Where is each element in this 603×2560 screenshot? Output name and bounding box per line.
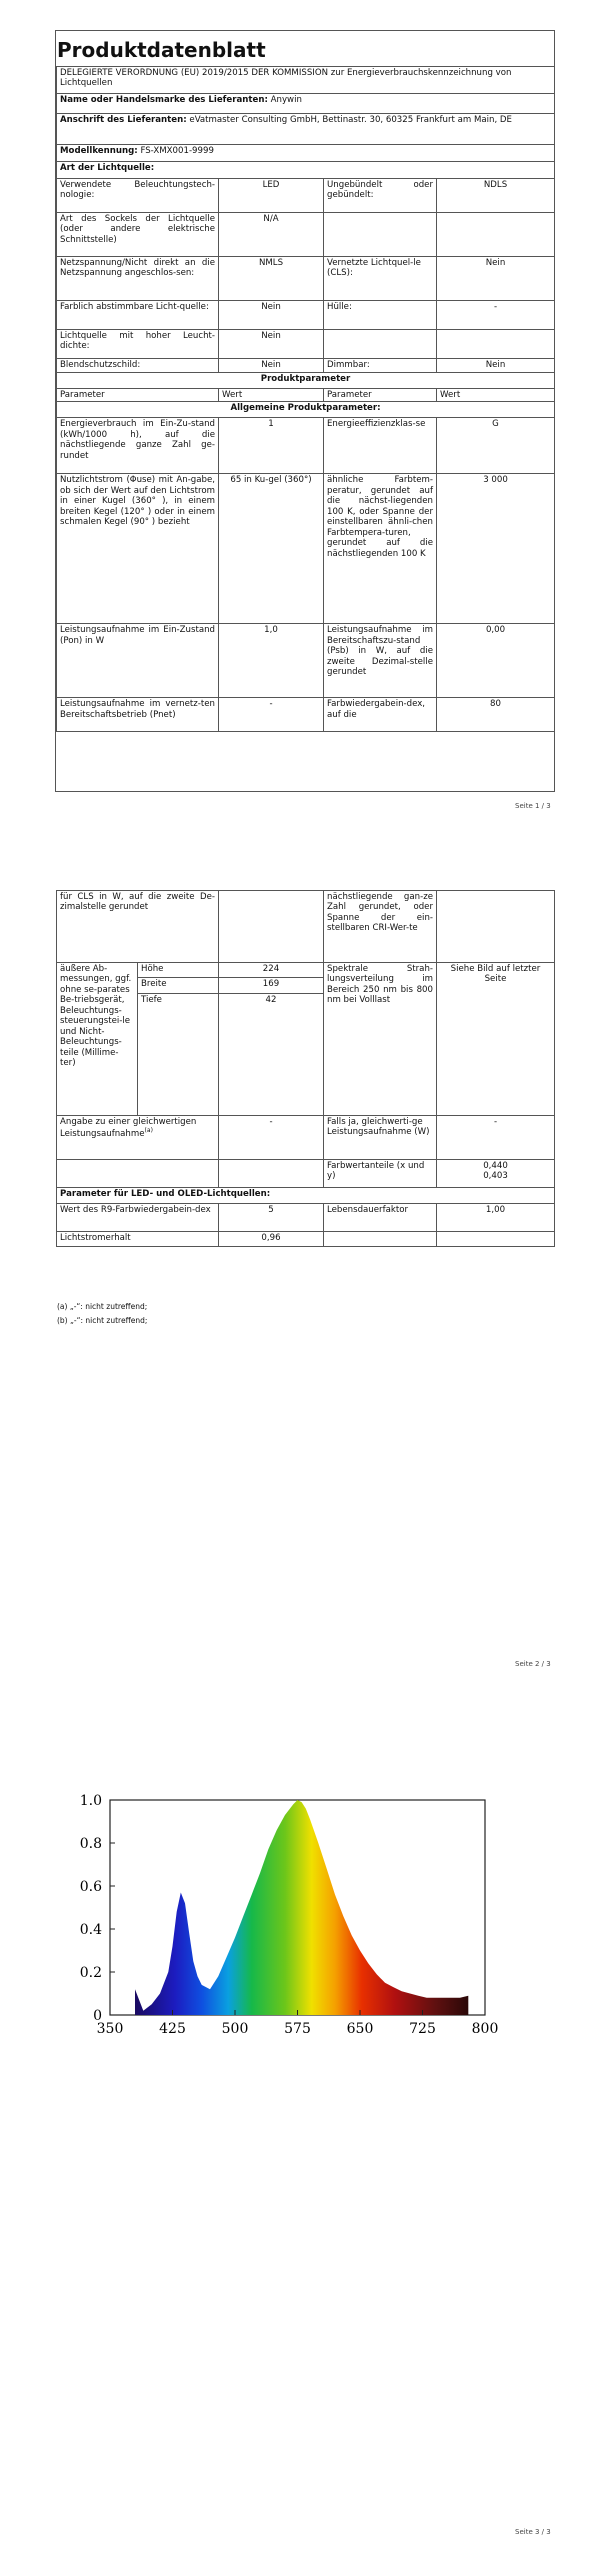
- y-tick-label: 0.8: [79, 1836, 102, 1852]
- type-label: Blendschutzschild:: [57, 359, 219, 373]
- x-tick-label: 800: [471, 2021, 499, 2037]
- life-value: 1,00: [437, 1204, 555, 1232]
- type-value-2: Nein: [437, 359, 555, 373]
- dimension-value: 169: [219, 978, 324, 993]
- x-tick-label: 425: [159, 2021, 186, 2037]
- type-label-2: [324, 213, 437, 257]
- param-row: [57, 418, 555, 474]
- param-value: 1,0: [219, 624, 324, 698]
- param-label-2: nächstliegende gan-ze Zahl gerundet, oder Spanne der ein-stellbaren CRI-Wer-te: [324, 891, 437, 963]
- x-tick-label: 725: [409, 2021, 436, 2037]
- dimension-value: 224: [219, 963, 324, 978]
- param-label-2: Energieeffizienzklas-se: [324, 418, 437, 474]
- equiv-label: Angabe zu einer gleichwertigen Leistungsaufnahme: [60, 1117, 197, 1140]
- spectral-value: Siehe Bild auf letzter Seite: [437, 963, 555, 1116]
- page-title: Produktdatenblatt: [57, 38, 266, 62]
- type-label: Farblich abstimmbare Licht-quelle:: [57, 301, 219, 330]
- supplier-address-row: [57, 114, 555, 145]
- x-tick-label: 350: [96, 2021, 124, 2037]
- type-label: Netzspannung/Nicht direkt an die Netzspannung angeschlos-sen:: [57, 257, 219, 301]
- type-label-2: Vernetzte Lichtquel-le (CLS):: [324, 257, 437, 301]
- param-value: 65 in Ku-gel (360°): [219, 474, 324, 624]
- page-2: [0, 870, 603, 1700]
- type-row: [57, 257, 555, 301]
- param-value-2: 3 000: [437, 474, 555, 624]
- y-tick-label: 0.4: [79, 1922, 102, 1938]
- footnote-a: (a) „-“: nicht zutreffend;: [57, 1302, 148, 1311]
- footnote-b: (b) „-“: nicht zutreffend;: [57, 1316, 148, 1325]
- param-value: 1: [219, 418, 324, 474]
- param-label-2: ähnliche Farbtem-peratur, gerundet auf die nächst-liegenden 100 K, oder Spanne der einstellbaren ähnli-chen Farbtempera-turen, gerundet auf die nächstliegenden 100 K: [324, 474, 437, 624]
- col-header: Parameter: [324, 389, 437, 402]
- led-params-header: Parameter für LED- und OLED-Lichtquellen:: [57, 1188, 555, 1204]
- datasheet-table-wrap-2: [56, 890, 555, 1247]
- dimension-name: Breite: [138, 978, 219, 993]
- column-header-row: [57, 389, 555, 402]
- type-value: Nein: [219, 359, 324, 373]
- param-label-2: Farbwiedergabein-dex, auf die: [324, 698, 437, 732]
- type-value: N/A: [219, 213, 324, 257]
- param-value-2: G: [437, 418, 555, 474]
- chroma-values: [437, 1160, 555, 1188]
- type-row: [57, 179, 555, 213]
- r9-label: Wert des R9-Farbwiedergabein-dex: [57, 1204, 219, 1232]
- model-id: FS-XMX001-9999: [140, 146, 214, 156]
- equiv-label-cell: [57, 1116, 219, 1160]
- dimension-name: Höhe: [138, 963, 219, 978]
- param-row: [57, 1204, 555, 1232]
- param-row: [57, 1232, 555, 1247]
- datasheet-table-2: [56, 890, 555, 1247]
- param-label: Leistungsaufnahme im Ein-Zustand (Pon) in W: [57, 624, 219, 698]
- regulation-text: DELEGIERTE VERORDNUNG (EU) 2019/2015 DER KOMMISSION zur Energieverbrauchskennzeichnung von Lichtquellen: [57, 67, 555, 94]
- page-1: [0, 0, 603, 840]
- type-value: Nein: [219, 330, 324, 359]
- param-label: Energieverbrauch im Ein-Zu-stand (kWh/1000 h), auf die nächstliegende ganze Zahl ge-rundet: [57, 418, 219, 474]
- type-row: [57, 213, 555, 257]
- product-params-header: Produktparameter: [57, 373, 555, 389]
- page-3: [0, 1740, 603, 2560]
- param-value: -: [219, 698, 324, 732]
- type-value: LED: [219, 179, 324, 213]
- model-label: Modellkennung:: [60, 146, 138, 156]
- dimensions-label: äußere Ab-messungen, ggf. ohne se-parates Be-triebsgerät, Beleuchtungs-steuerungstei-le und Nicht-Beleuchtungs-teile (Millime-ter): [57, 963, 138, 1116]
- supplier-address: eVatmaster Consulting GmbH, Bettinastr. 30, 60325 Frankfurt am Main, DE: [189, 115, 512, 125]
- page-number: Seite 3 / 3: [515, 2528, 551, 2536]
- param-label: für CLS in W, auf die zweite De-zimalstelle gerundet: [57, 891, 219, 963]
- equiv-value-2: -: [437, 1116, 555, 1160]
- y-tick-label: 0.6: [79, 1879, 102, 1895]
- spectrum-chart: [55, 1760, 555, 2060]
- param-label: Nutzlichtstrom (Φuse) mit An-gabe, ob sich der Wert auf den Lichtstrom in einer Kugel (360° ), in einem breiten Kegel (120° ) oder in einem schmalen Kegel (90° ) bezieht: [57, 474, 219, 624]
- model-row: [57, 145, 555, 162]
- equiv-label-2: Falls ja, gleichwerti-ge Leistungsaufnahme (W): [324, 1116, 437, 1160]
- spectrum-area: [135, 1800, 468, 2015]
- col-header: Wert: [437, 389, 555, 402]
- type-label-2: [324, 330, 437, 359]
- type-label-2: Dimmbar:: [324, 359, 437, 373]
- r9-value: 5: [219, 1204, 324, 1232]
- maint-label: Lichtstromerhalt: [57, 1232, 219, 1247]
- dimension-value: 42: [219, 993, 324, 1115]
- type-value-2: [437, 213, 555, 257]
- type-row: [57, 359, 555, 373]
- param-row: [57, 1116, 555, 1160]
- type-header: Art der Lichtquelle:: [57, 162, 555, 179]
- supplier-name: Anywin: [270, 95, 302, 105]
- chroma-x: 0,440: [483, 1161, 508, 1171]
- x-tick-label: 650: [346, 2021, 374, 2037]
- dimension-row: [57, 963, 555, 978]
- chroma-label: Farbwertanteile (x und y): [324, 1160, 437, 1188]
- type-label: Lichtquelle mit hoher Leucht-dichte:: [57, 330, 219, 359]
- datasheet-table-wrap: [56, 66, 555, 732]
- type-row: [57, 301, 555, 330]
- type-value: NMLS: [219, 257, 324, 301]
- param-row: [57, 698, 555, 732]
- type-value-2: NDLS: [437, 179, 555, 213]
- general-params-header: Allgemeine Produktparameter:: [57, 402, 555, 418]
- y-tick-label: 1.0: [79, 1793, 102, 1809]
- col-header: Parameter: [57, 389, 219, 402]
- x-tick-label: 575: [284, 2021, 311, 2037]
- y-tick-label: 0: [93, 2008, 102, 2024]
- y-tick-label: 0.2: [79, 1965, 102, 1981]
- page-number: Seite 2 / 3: [515, 1660, 551, 1668]
- spectral-label: Spektrale Strah-lungsverteilung im Bereich 250 nm bis 800 nm bei Volllast: [324, 963, 437, 1116]
- life-label: Lebensdauerfaktor: [324, 1204, 437, 1232]
- chroma-y: 0,403: [483, 1171, 508, 1182]
- param-row: [57, 1160, 555, 1188]
- type-label: Verwendete Beleuchtungstech-nologie:: [57, 179, 219, 213]
- type-value-2: [437, 330, 555, 359]
- footnote-ref: (a): [144, 1127, 153, 1135]
- type-value-2: -: [437, 301, 555, 330]
- type-label-2: Hülle:: [324, 301, 437, 330]
- type-value-2: Nein: [437, 257, 555, 301]
- param-row: [57, 624, 555, 698]
- page-number: Seite 1 / 3: [515, 802, 551, 810]
- datasheet-table-1: [56, 66, 555, 732]
- type-label: Art des Sockels der Lichtquelle (oder andere elektrische Schnittstelle): [57, 213, 219, 257]
- param-row: [57, 891, 555, 963]
- param-value-2: 0,00: [437, 624, 555, 698]
- param-label-2: Leistungsaufnahme im Bereitschaftszu-stand (Psb) in W, auf die zweite Dezimal-stelle gerundet: [324, 624, 437, 698]
- dimension-name: Tiefe: [138, 993, 219, 1115]
- x-tick-label: 500: [221, 2021, 249, 2037]
- param-value-2: 80: [437, 698, 555, 732]
- param-label: Leistungsaufnahme im vernetz-ten Bereitschaftsbetrieb (Pnet): [57, 698, 219, 732]
- type-row: [57, 330, 555, 359]
- col-header: Wert: [219, 389, 324, 402]
- supplier-address-label: Anschrift des Lieferanten:: [60, 115, 187, 125]
- type-value: Nein: [219, 301, 324, 330]
- supplier-name-row: [57, 94, 555, 114]
- equiv-value: -: [219, 1116, 324, 1160]
- supplier-name-label: Name oder Handelsmarke des Lieferanten:: [60, 95, 268, 105]
- type-label-2: Ungebündelt oder gebündelt:: [324, 179, 437, 213]
- param-row: [57, 474, 555, 624]
- maint-value: 0,96: [219, 1232, 324, 1247]
